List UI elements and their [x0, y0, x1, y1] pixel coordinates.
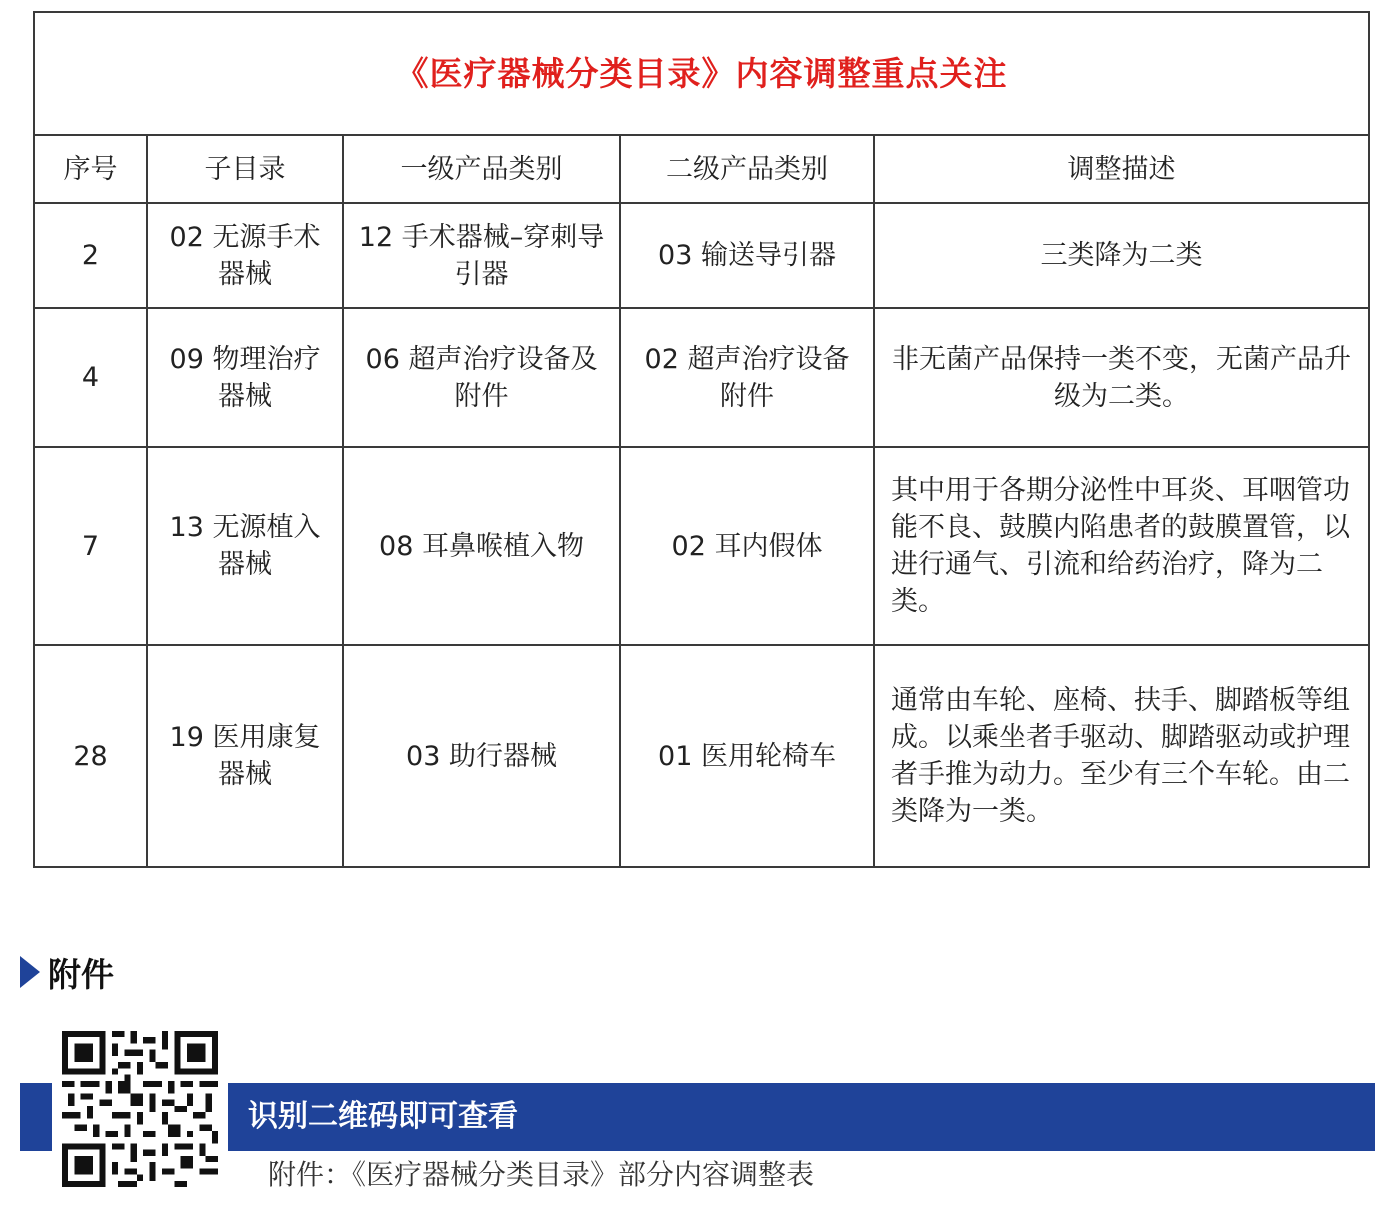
cell-line: 级为二类。 — [1054, 380, 1190, 412]
cell-description — [874, 308, 1369, 447]
cell-no: 2 — [34, 203, 147, 308]
cell-category-1 — [343, 203, 620, 308]
adjustment-table — [33, 11, 1370, 868]
cell-line: 06 超声治疗设备及 — [365, 343, 598, 375]
qr-code[interactable] — [52, 1025, 228, 1201]
cell-no: 4 — [34, 308, 147, 447]
header-cell-category-1: 一级产品类别 — [343, 135, 620, 203]
cell-line: 19 医用康复 — [169, 722, 321, 753]
cell-line: 02 耳内假体 — [671, 530, 823, 562]
cell-line: 13 无源植入 — [169, 512, 321, 543]
cell-line: 03 输送导引器 — [658, 240, 836, 271]
table-title: 《医疗器械分类目录》内容调整重点关注 — [34, 12, 1369, 135]
cell-line: 器械 — [218, 380, 272, 412]
table-row — [34, 203, 1369, 308]
cell-category-1 — [343, 645, 620, 867]
cell-category-1 — [343, 447, 620, 645]
cell-category-2 — [620, 203, 874, 308]
cell-subdirectory — [147, 447, 343, 645]
cell-description — [874, 645, 1369, 867]
cell-line: 者手推为动力。至少有三个车轮。由二 — [891, 759, 1350, 790]
cell-line: 类降为一类。 — [891, 796, 1053, 827]
cell-line: 非无菌产品保持一类不变，无菌产品升 — [892, 343, 1352, 375]
cell-line: 成。以乘坐者手驱动、脚踏驱动或护理 — [891, 722, 1350, 753]
cell-line: 三类降为二类 — [1040, 240, 1203, 271]
table-header-row — [34, 135, 1369, 203]
cell-line: 附件 — [720, 380, 774, 412]
cell-line: 08 耳鼻喉植入物 — [379, 530, 584, 562]
cell-line: 通常由车轮、座椅、扶手、脚踏板等组 — [891, 685, 1350, 716]
cell-line: 02 超声治疗设备 — [644, 343, 850, 375]
cell-line: 03 助行器械 — [406, 740, 557, 772]
cell-line: 引器 — [454, 258, 509, 290]
header-cell-description: 调整描述 — [874, 135, 1369, 203]
header-cell-subdirectory: 子目录 — [147, 135, 343, 203]
qr-code-icon — [62, 1031, 218, 1187]
triangle-right-icon — [20, 956, 40, 988]
cell-line: 01 医用轮椅车 — [658, 740, 836, 772]
cell-line: 02 无源手术 — [169, 221, 321, 253]
cell-line: 器械 — [218, 759, 272, 790]
cell-description — [874, 447, 1369, 645]
cell-line: 器械 — [218, 258, 272, 290]
attachment-section-header — [20, 950, 114, 994]
cell-subdirectory — [147, 645, 343, 867]
cell-no: 28 — [34, 645, 147, 867]
cell-line: 能不良、鼓膜内陷患者的鼓膜置管，以 — [891, 512, 1350, 543]
section-title: 附件 — [48, 954, 114, 994]
cell-line: 09 物理治疗 — [169, 343, 321, 375]
cell-category-2 — [620, 447, 874, 645]
cell-category-1 — [343, 308, 620, 447]
table-title-row — [34, 12, 1369, 135]
header-cell-no: 序号 — [34, 135, 147, 203]
table-row — [34, 308, 1369, 447]
cell-line: 进行通气、引流和给药治疗，降为二类。 — [891, 549, 1323, 617]
table-row — [34, 447, 1369, 645]
cell-line: 器械 — [218, 549, 272, 580]
cell-subdirectory — [147, 203, 343, 308]
table-row — [34, 645, 1369, 867]
cell-category-2 — [620, 308, 874, 447]
attachment-file-label[interactable]: 附件：《医疗器械分类目录》部分内容调整表 — [268, 1158, 815, 1191]
header-cell-category-2: 二级产品类别 — [620, 135, 874, 203]
cell-no: 7 — [34, 447, 147, 645]
cell-line: 其中用于各期分泌性中耳炎、耳咽管功 — [891, 475, 1350, 506]
cell-category-2 — [620, 645, 874, 867]
cell-line: 附件 — [454, 380, 509, 412]
cell-description — [874, 203, 1369, 308]
cell-subdirectory — [147, 308, 343, 447]
cell-line: 12 手术器械–穿刺导 — [358, 221, 605, 253]
qr-banner-text: 识别二维码即可查看 — [248, 1099, 518, 1134]
